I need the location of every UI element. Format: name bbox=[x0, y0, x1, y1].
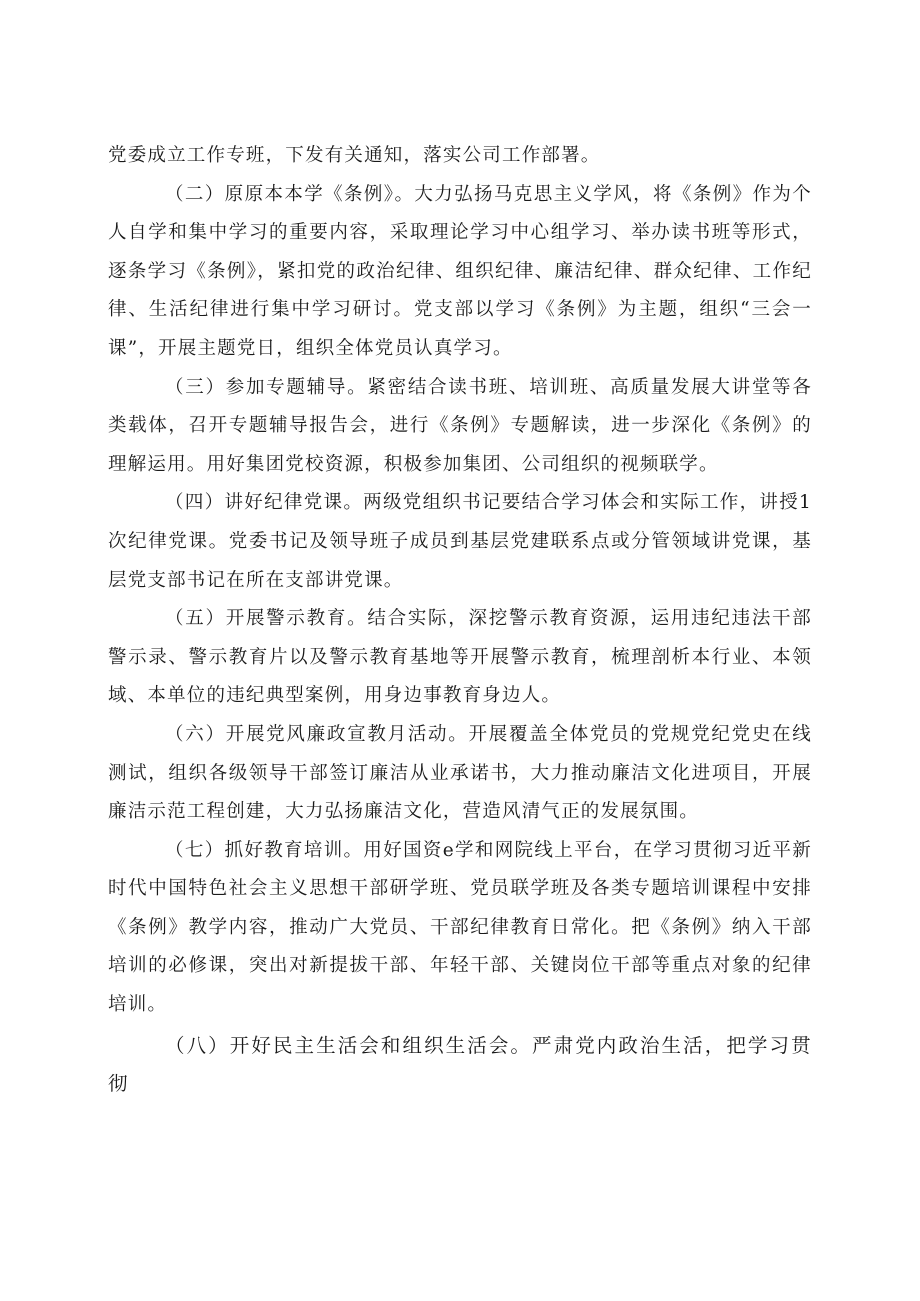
paragraph-special-guidance: （三）参加专题辅导。紧密结合读书班、培训班、高质量发展大讲堂等各类载体，召开专题辅导报告会，进行《条例》专题解读，进一步深化《条例》的理解运用。用好集团党校资源，积极参加集团、公司组织的视频联学。 bbox=[108, 376, 812, 475]
document-body bbox=[108, 137, 812, 1104]
paragraph-warning-education: （五）开展警示教育。结合实际，深挖警示教育资源，运用违纪违法干部警示录、警示教育片以及警示教育基地等开展警示教育，梳理剖析本行业、本领域、本单位的违纪典型案例，用身边事教育身边人。 bbox=[108, 608, 812, 707]
paragraph-education-training: （七）抓好教育培训。用好国资e学和网院线上平台，在学习贯彻习近平新时代中国特色社会主义思想干部研学班、党员联学班及各类专题培训课程中安排《条例》教学内容，推动广大党员、干部纪律教育日常化。把《条例》纳入干部培训的必修课，突出对新提拔干部、年轻干部、关键岗位干部等重点对象的纪律培训。 bbox=[108, 839, 812, 1016]
paragraph-discipline-lecture: （四）讲好纪律党课。两级党组织书记要结合学习体会和实际工作，讲授1次纪律党课。党委书记及领导班子成员到基层党建联系点或分管领域讲党课，基层党支部书记在所在支部讲党课。 bbox=[108, 492, 812, 591]
paragraph-continuation: 党委成立工作专班，下发有关通知，落实公司工作部署。 bbox=[108, 145, 601, 166]
paragraph-study-regulations: （二）原原本本学《条例》。大力弘扬马克思主义学风，将《条例》作为个人自学和集中学习的重要内容，采取理论学习中心组学习、举办读书班等形式，逐条学习《条例》，紧扣党的政治纪律、组织纪律、廉洁纪律、群众纪律、工作纪律、生活纪律进行集中学习研讨。党支部以学习《条例》为主题，组织“三会一课”，开展主题党日，组织全体党员认真学习。 bbox=[108, 183, 812, 359]
paragraph-integrity-month: （六）开展党风廉政宣教月活动。开展覆盖全体党员的党规党纪党史在线测试，组织各级领导干部签订廉洁从业承诺书，大力推动廉洁文化进项目，开展廉洁示范工程创建，大力弘扬廉洁文化，营造风清气正的发展氛围。 bbox=[108, 723, 812, 823]
paragraph-democratic-life-meeting: （八）开好民主生活会和组织生活会。严肃党内政治生活，把学习贯彻 bbox=[108, 1033, 812, 1096]
